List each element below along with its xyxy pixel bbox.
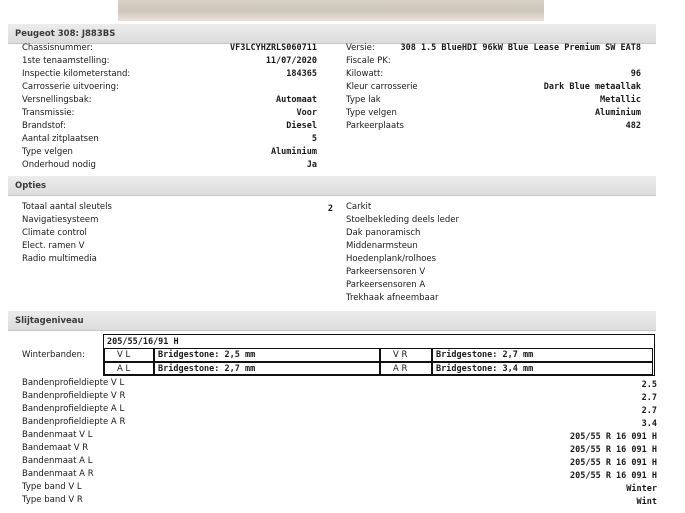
vehicle-photo [118,0,544,21]
tyre-value: Bridgestone: 3,4 mm [436,364,534,374]
wear-value: Wint [636,497,657,507]
wear-value: 205/55 R 16 091 H [570,471,657,481]
tyre-pos: V R [393,350,408,360]
field-value: Voor [296,108,317,118]
option-value: 2 [327,204,333,214]
option-item: Trekhaak afneembaar [346,293,439,303]
wear-value: 205/55 R 16 091 H [570,458,657,468]
option-item: Carkit [346,202,372,212]
wear-section-header [8,311,656,331]
wear-label: Bandemaat V R [22,443,89,453]
wear-title: Slijtageniveau [15,316,84,326]
field-value: Diesel [286,121,317,131]
field-value: 308 1.5 BlueHDI 96kW Blue Lease Premium SW EAT8 [400,43,641,53]
field-label: Carrosserie uitvoering: [22,82,119,92]
wear-label: Bandenmaat A R [22,469,94,479]
winter-tyres-label: Winterbanden: [22,350,85,360]
wear-label: Bandenprofieldiepte V L [22,378,125,388]
wear-label: Type band V R [22,495,83,505]
field-value: Automaat [276,95,317,105]
field-label: Aantal zitplaatsen [22,134,99,144]
wear-label: Type band V L [22,482,82,492]
tyre-value-cell [154,348,380,362]
wear-label: Bandenprofieldiepte A R [22,417,126,427]
field-value: Metallic [600,95,641,105]
tyre-pos-cell [104,362,154,375]
field-label: Versnellingsbak: [22,95,92,105]
tyre-pos-cell [104,348,154,362]
field-label: Parkeerplaats [346,121,404,131]
field-label: Onderhoud nodig [22,160,96,170]
field-value: Ja [306,160,317,170]
field-value: Aluminium [270,147,317,157]
wear-label: Bandenmaat V L [22,430,93,440]
option-item: Dak panoramisch [346,228,421,238]
field-value: Aluminium [594,108,641,118]
tyre-value: Bridgestone: 2,7 mm [158,364,256,374]
field-label: Transmissie: [22,108,75,118]
field-value: 184365 [286,69,317,79]
option-item: Climate control [22,228,87,238]
field-value: Dark Blue metaallak [543,82,641,92]
option-item: Parkeersensoren V [346,267,426,277]
vehicle-section-header [8,24,656,44]
option-item: Stoelbekleding deels leder [346,215,459,225]
field-value: 96 [630,69,641,79]
tyre-value-cell [432,362,653,375]
tyre-pos: A R [393,364,408,374]
wear-value: 2.7 [641,406,657,416]
option-item: Radio multimedia [22,254,97,264]
field-label: Chassisnummer: [22,43,93,53]
wear-value: 205/55 R 16 091 H [570,445,657,455]
tyre-pos-cell [380,362,432,375]
wear-label: Bandenprofieldiepte A L [22,404,125,414]
field-value: 482 [625,121,641,131]
options-section-header [8,176,656,196]
tyre-value-cell [432,348,653,362]
field-label: Type velgen [22,147,73,157]
field-label: Brandstof: [22,121,66,131]
field-value: VF3LCYHZRLS060711 [230,43,317,53]
vehicle-title: Peugeot 308: J883BS [15,29,116,39]
tyre-size: 205/55/16/91 H [107,337,179,347]
option-item: Totaal aantal sleutels [22,202,112,212]
option-item: Hoedenplank/rolhoes [346,254,437,264]
field-label: Kilowatt: [346,69,384,79]
tyre-value-cell [154,362,380,375]
field-label: Versie: [346,43,375,53]
tyre-value: Bridgestone: 2,7 mm [436,350,534,360]
wear-value: Winter [626,484,657,494]
winter-tyres-table [103,334,655,376]
wear-label: Bandenmaat A L [22,456,93,466]
field-label: Inspectie kilometerstand: [22,69,131,79]
field-label: Type lak [346,95,381,105]
tyre-pos-cell [380,348,432,362]
wear-value: 3.4 [641,419,657,429]
field-label: Fiscale PK: [346,56,391,66]
wear-value: 2.5 [641,380,657,390]
wear-label: Bandenprofieldiepte V R [22,391,126,401]
options-title: Opties [15,181,47,191]
tyre-pos: V L [117,350,131,360]
field-label: 1ste tenaamstelling: [22,56,110,66]
field-value: 11/07/2020 [265,56,317,66]
wear-value: 205/55 R 16 091 H [570,432,657,442]
option-item: Parkeersensoren A [346,280,426,290]
wear-value: 2.7 [641,393,657,403]
field-value: 5 [311,134,317,144]
option-item: Elect. ramen V [22,241,85,251]
tyre-value: Bridgestone: 2,5 mm [158,350,256,360]
option-item: Navigatiesysteem [22,215,99,225]
tyre-pos: A L [117,364,131,374]
option-item: Middenarmsteun [346,241,418,251]
field-label: Kleur carrosserie [346,82,418,92]
field-label: Type velgen [346,108,397,118]
